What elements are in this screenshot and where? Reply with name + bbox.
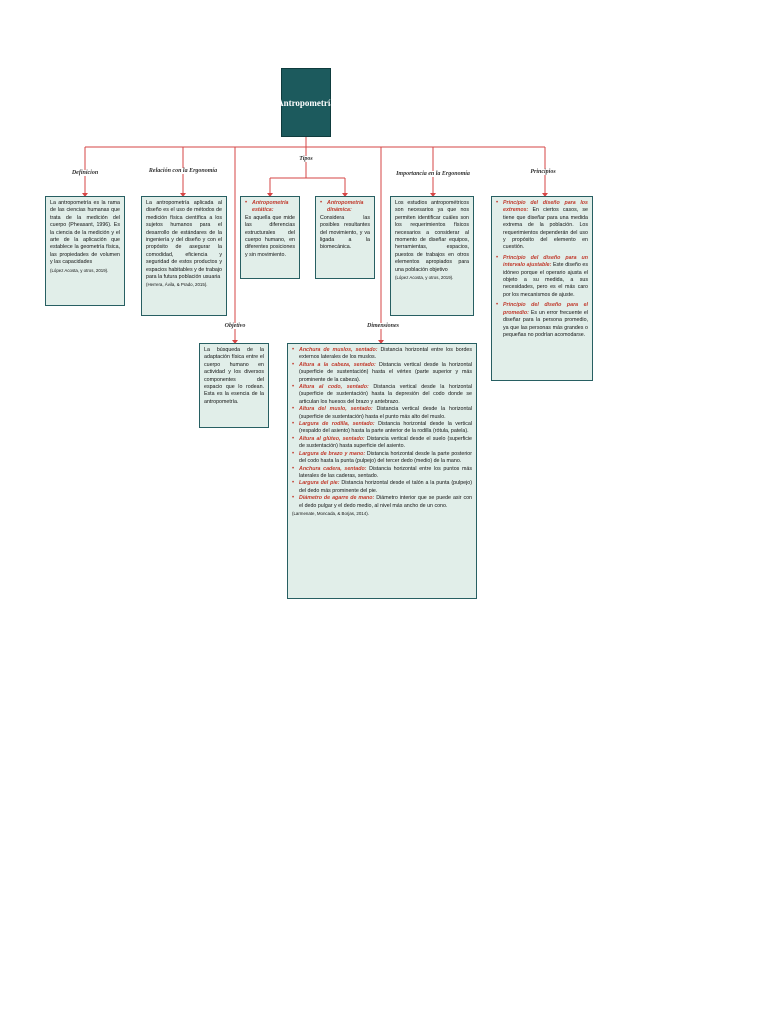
dinamica-text: Considera las posibles resultantes del movimiento, y va ligada a la biomecánica.: [320, 214, 370, 251]
objetivo-text: La búsqueda de la adaptación física entre el cuerpo humano en actividad y los diversos componentes del espacio que lo rodean. Esta es la esencia de la antropometría.: [204, 347, 264, 405]
label-dimensiones: Dimensiones: [366, 323, 400, 329]
dinamica-box: [315, 196, 375, 279]
dinamica-term: • Antropometría dinámica:: [320, 200, 370, 215]
importancia-text: Los estudios antropométricos son necesarios ya que nos permiten identificar cuáles son los requerimientos físicos necesarios a considerar al momento de diseñar equipos, herramientas, espacios, puestos de trabajos en otros elementos apropiados para una población objetivo: [395, 200, 469, 273]
objetivo-box: [199, 343, 269, 428]
importancia-box: [390, 196, 474, 316]
definicion-box: [45, 196, 125, 306]
label-principios: Principios: [530, 169, 556, 175]
dimension-item: • Altura al glúteo, sentado: Distancia vertical desde el suelo (superficie de sustentación) hasta superficie del asiento.: [292, 436, 472, 451]
definicion-text: La antropometría es la rama de las ciencias humanas que trata de la medición del cuerpo (Pheasant, 1996). Es la ciencia de la medición y el arte de la aplicación que establece la geometría física, las propiedades de volumen y las capacidades: [50, 200, 120, 266]
principio-item: • Principio del diseño para un intervalo ajustable: Este diseño es idóneo porque el operario ajusta el objeto a su medida, a sus necesidades, pero es el más caro por los mecanismos de ajuste.: [496, 255, 588, 299]
root-title: Antropometría: [277, 97, 335, 108]
root-node-antropometria: [277, 68, 335, 137]
label-relacion: Relación con la Ergonomía: [148, 168, 218, 174]
label-importancia: Importancia en la Ergonomía: [396, 171, 470, 177]
dimension-item: • Anchura cadera, sentado: Distancia horizontal entre los puntos más laterales de las caderas, sentado.: [292, 466, 472, 481]
relacion-text: La antropometría aplicada al diseño es el uso de métodos de medición física científica a los sujetos humanos para el desarrollo de estándares de la ingeniería y del diseño y con el propósito de asegurar la comodidad, eficiencia y seguridad de estos productos y espacios habitables y de trabajo para la futura población usuaria: [146, 200, 222, 281]
dimension-item: • Largura de rodilla, sentado: Distancia horizontal desde la vertical (respaldo del asiento) hasta la parte anterior de la rodilla (rótula, patela).: [292, 421, 472, 436]
importancia-ref: (López Acosta, y otros, 2019).: [395, 275, 454, 281]
dimension-item: • Altura a la cabeza, sentado: Distancia vertical desde la horizontal (superficie de sustentación) hasta el vértex (parte superior y más prominente de la cabeza).: [292, 362, 472, 384]
dimensiones-ref: (Larmenate, Moncada, & Borjas, 2014).: [292, 510, 369, 516]
estatica-term: • Antropometría estática:: [245, 200, 295, 215]
label-tipos: Tipos: [299, 156, 313, 162]
relacion-ref: (Herrera, Ávila, & Prado, 2015).: [146, 282, 208, 288]
estatica-text: Es aquella que mide las diferencias estructurales del cuerpo humano, en diferentes posiciones y sin movimiento.: [245, 214, 295, 258]
estatica-box: [240, 196, 300, 279]
label-definicion: Definicion: [71, 170, 99, 176]
dimension-item: • Diámetro de agarre de mano: Diámetro interior que se puede asir con el dedo pulgar y el dedo medio, al nivel más ancho de un cono.: [292, 495, 472, 510]
label-objetivo: Objetivo: [224, 323, 246, 329]
principio-item: • Principio del diseño para los extremos: En ciertos casos, se tiene que diseñar para una medida extrema de la población. Los requerimientos dependerán del uso y propósito del elemento en cuestión.: [496, 200, 588, 252]
dimension-item: • Anchura de muslos, sentado: Distancia horizontal entre los bordes externos laterales de los muslos.: [292, 347, 472, 362]
dimensiones-box: [287, 343, 477, 599]
dimension-item: • Largura de brazo y mano: Distancia horizontal desde la parte posterior del codo hasta la punta (pulpejo) del tercer dedo (medio) de la mano.: [292, 451, 472, 466]
dimension-item: • Altura del muslo, sentado: Distancia vertical desde la horizontal (superficie de sustentación) hasta el punto más alto del muslo.: [292, 406, 472, 421]
dimension-item: • Altura al codo, sentado: Distancia vertical desde la horizontal (superficie de sustentación) hasta la depresión del codo donde se articulan los huesos del brazo y antebrazo.: [292, 384, 472, 406]
principios-box: [491, 196, 593, 381]
principio-item: • Principio del diseño para el promedio: Es un error frecuente el diseñar para la persona promedio, ya que las personas más grandes o pequeñas no podrían acomodarse.: [496, 302, 588, 339]
relacion-box: [141, 196, 227, 316]
definicion-ref: (López Acosta, y otros, 2019).: [50, 267, 109, 273]
dimension-item: • Largura del pie: Distancia horizontal desde el talón a la punta (pulpejo) del dedo más prominente del pie.: [292, 480, 472, 495]
